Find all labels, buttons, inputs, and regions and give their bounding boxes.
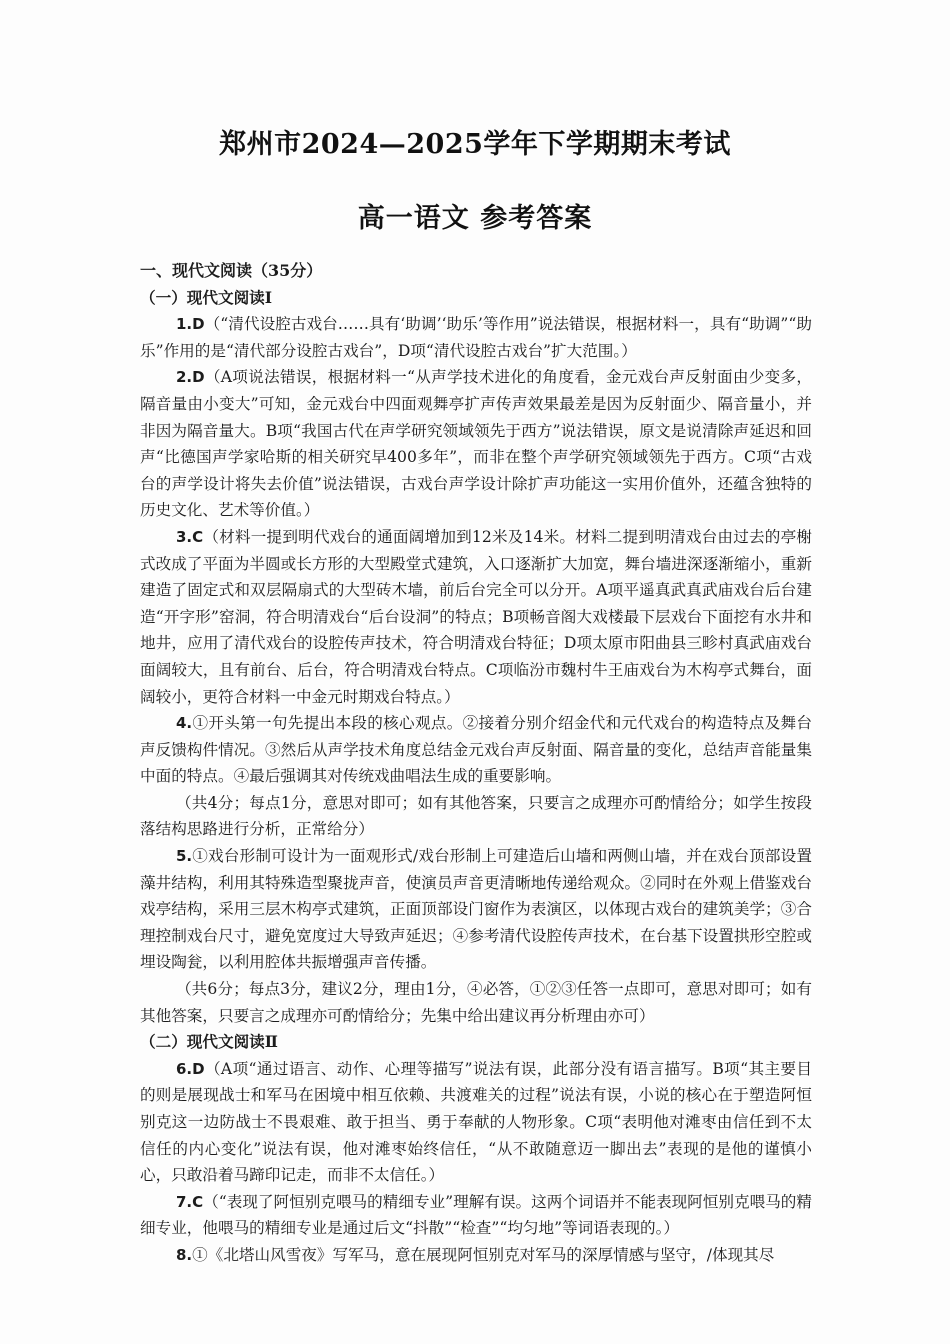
answer-number: 7.C — [176, 1192, 204, 1211]
answer-number: 4. — [176, 714, 193, 733]
answer-number: 8. — [176, 1245, 193, 1264]
answer-number: 1.D — [176, 315, 205, 334]
part-heading-reading-2: （二）现代文阅读Ⅱ — [140, 1032, 278, 1052]
answer-item-8 — [140, 1242, 812, 1269]
answer-explanation: （A项“通过语言、动作、心理等描写”说法有误，此部分没有语言描写。B项“其主要目的则是展现战士和军马在困境中相互依赖、共渡难关的过程”说法有误，小说的核心在于塑造阿恒别克这一边防战士不畏艰难、敢于担当、勇于奉献的人物形象。C项“表明他对滩枣由信任到不太信任的内心变化”说法有误，他对滩枣始终信任，“从不敢随意迈一脚出去”表现的是他的谨慎小心，只敢沿着马蹄印记走，而非不太信任。） — [140, 1059, 812, 1185]
answer-explanation: （A项说法错误，根据材料一“从声学技术进化的角度看，金元戏台声反射面由少变多，隔音量由小变大”可知，金元戏台中四面观舞亭扩声传声效果最差是因为反射面少、隔音量小，并非因为隔音量大。B项“我国古代在声学研究领域领先于西方”说法错误，原文是说清除声延迟和回声“比德国声学家哈斯的相关研究早400多年”，而非在整个声学研究领域领先于西方。C项“古戏台的声学设计将失去价值”说法错误，古戏台声学设计除扩声功能这一实用价值外，还蕴含独特的历史文化、艺术等价值。） — [140, 368, 812, 520]
answer-number: 3.C — [176, 527, 204, 546]
answer-explanation: （“表现了阿恒别克喂马的精细专业”理解有误。这两个词语并不能表现阿恒别克喂马的精细专业，他喂马的精细专业是通过后文“抖散”“检查”“均匀地”等词语表现的。） — [140, 1192, 812, 1238]
answer-explanation: ①《北塔山风雪夜》写军马，意在展现阿恒别克对军马的深厚情感与坚守，/体现其尽 — [192, 1245, 775, 1264]
document-title: 郑州市2024—2025学年下学期期末考试 — [219, 129, 731, 160]
answer-item-7 — [140, 1189, 812, 1242]
answer-item-1 — [140, 311, 812, 364]
answer-body — [140, 258, 812, 1269]
answer-item-5 — [140, 843, 812, 976]
scoring-note-4: （共4分；每点1分，意思对即可；如有其他答案，只要言之成理亦可酌情给分；如学生按段落结构思路进行分析，正常给分） — [140, 793, 812, 839]
part-heading-reading-1: （一）现代文阅读Ⅰ — [140, 287, 273, 307]
answer-explanation: （“清代设腔古戏台……具有‘助调’‘助乐’等作用”说法错误，根据材料一，具有“助调”“助乐”作用的是“清代部分设腔古戏台”，D项“清代设腔古戏台”扩大范围。） — [140, 315, 812, 360]
answer-number: 2.D — [176, 368, 205, 387]
answer-explanation: ①开头第一句先提出本段的核心观点。②接着分别介绍金代和元代戏台的构造特点及舞台声反馈构件情况。③然后从声学技术角度总结金元戏台声反射面、隔音量的变化，总结声音能量集中面的特点。④最后强调其对传统戏曲唱法生成的重要影响。 — [140, 714, 812, 786]
document-subtitle: 高一语文 参考答案 — [357, 203, 593, 234]
answer-item-3 — [140, 524, 812, 710]
scoring-note-5: （共6分；每点3分，建议2分，理由1分，④必答，①②③任答一点即可，意思对即可；如有其他答案，只要言之成理亦可酌情给分；先集中给出建议再分析理由亦可） — [140, 980, 812, 1025]
answer-number: 6.D — [176, 1059, 205, 1078]
answer-item-2 — [140, 364, 812, 524]
answer-explanation: （材料一提到明代戏台的通面阔增加到12米及14米。材料二提到明清戏台由过去的亭榭式改成了平面为半圆或长方形的大型殿堂式建筑，入口逐渐扩大加宽，舞台墙进深逐渐缩小，重新建造了固定式和双层隔扇式的大型砖木墙，前后台完全可以分开。A项平遥真武真武庙戏台后台建造“开字形”窑洞，符合明清戏台“后台设洞”的特点；B项畅音阁大戏楼最下层戏台下面挖有水井和地井，应用了清代戏台的设腔传声技术，符合明清戏台特征；D项太原市阳曲县三畛村真武庙戏台面阔较大，且有前台、后台，符合明清戏台特点。C项临汾市魏村牛王庙戏台为木构亭式舞台，面阔较小，更符合材料一中金元时期戏台特点。） — [140, 527, 812, 706]
answer-item-4 — [140, 710, 812, 790]
section-heading-modern-reading: 一、现代文阅读（35分） — [140, 261, 323, 280]
answer-explanation: ①戏台形制可设计为一面观形式/戏台形制上可建造后山墙和两侧山墙，并在戏台顶部设置藻井结构，利用其特殊造型聚拢声音，使演员声音更清晰地传递给观众。②同时在外观上借鉴戏台戏亭结构，采用三层木构亭式建筑，正面顶部设门窗作为表演区，以体现古戏台的建筑美学；③合理控制戏台尺寸，避免宽度过大导致声延迟；④参考清代设腔传声技术，在台基下设置拱形空腔或埋设陶瓮，以利用腔体共振增强声音传播。 — [140, 847, 812, 972]
answer-item-6 — [140, 1056, 812, 1189]
answer-number: 5. — [176, 847, 193, 866]
